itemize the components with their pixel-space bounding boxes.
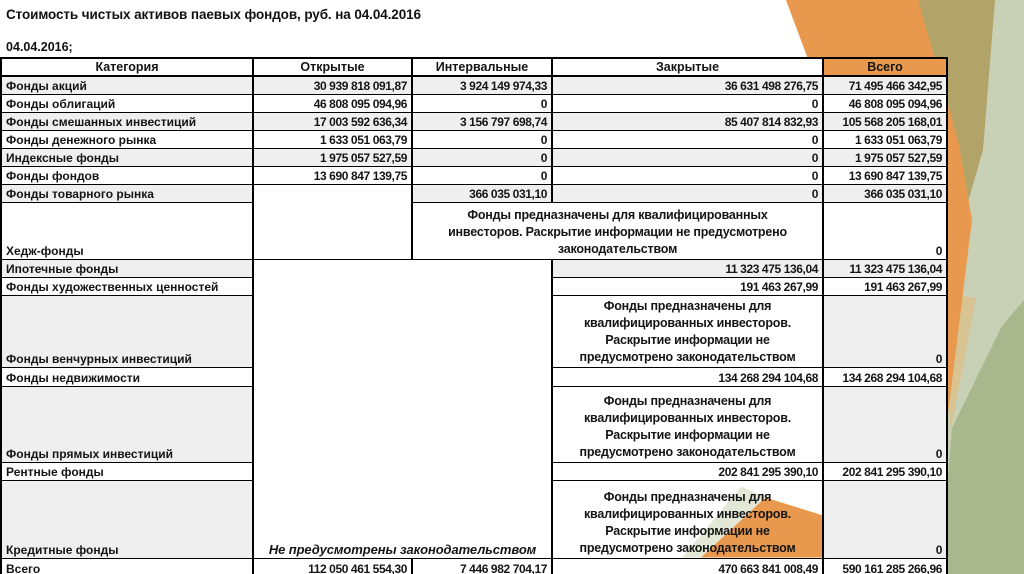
cell: 11 323 475 136,04: [823, 259, 947, 277]
note-line: Раскрытие информации не: [605, 427, 770, 442]
cell: 134 268 294 104,68: [823, 367, 947, 386]
cell: 191 463 267,99: [552, 277, 823, 295]
cell: 0: [823, 295, 947, 367]
row-label: Фонды недвижимости: [1, 367, 253, 386]
row-label: Фонды денежного рынка: [1, 130, 253, 148]
note-line: Раскрытие информации не: [605, 523, 770, 538]
row-label: Кредитные фонды: [1, 480, 253, 558]
cell: 112 050 461 554,30: [253, 558, 412, 574]
cell: 30 939 818 091,87: [253, 76, 412, 94]
cell: 11 323 475 136,04: [552, 259, 823, 277]
cell: 0: [412, 148, 552, 166]
empty-merged-cell: [253, 184, 412, 259]
cell: 36 631 498 276,75: [552, 76, 823, 94]
header-interval: Интервальные: [412, 58, 552, 76]
cell: 191 463 267,99: [823, 277, 947, 295]
table-row: [1, 166, 947, 184]
table-row: [1, 112, 947, 130]
header-category: Категория: [1, 58, 253, 76]
cell: 1 633 051 063,79: [823, 130, 947, 148]
table-row: [1, 76, 947, 94]
table-total-row: [1, 558, 947, 574]
cell: 0: [552, 184, 823, 202]
row-label: Фонды венчурных инвестиций: [1, 295, 253, 367]
note-line: квалифицированных инвесторов.: [584, 410, 791, 425]
cell: 7 446 982 704,17: [412, 558, 552, 574]
row-label: Фонды прямых инвестиций: [1, 386, 253, 462]
cell: 0: [823, 386, 947, 462]
table-row: [1, 94, 947, 112]
cell: 0: [552, 130, 823, 148]
row-label: Фонды художественных ценностей: [1, 277, 253, 295]
header-total: Всего: [823, 58, 947, 76]
cell: 470 663 841 008,49: [552, 558, 823, 574]
qualified-investors-note: [552, 386, 823, 462]
note-line: квалифицированных инвесторов.: [584, 315, 791, 330]
cell: 0: [412, 94, 552, 112]
row-label: Фонды облигаций: [1, 94, 253, 112]
note-line: Фонды предназначены для: [603, 489, 772, 504]
cell: 590 161 285 266,96: [823, 558, 947, 574]
qualified-investors-note: [552, 295, 823, 367]
table-row: [1, 148, 947, 166]
header-closed: Закрытые: [552, 58, 823, 76]
row-label: Фонды товарного рынка: [1, 184, 253, 202]
note-line: предусмотрено законодательством: [579, 540, 796, 555]
row-label: Фонды фондов: [1, 166, 253, 184]
note-line: предусмотрено законодательством: [579, 349, 796, 364]
table-row: [1, 259, 947, 277]
cell: 1 975 057 527,59: [253, 148, 412, 166]
slide-date-line: 04.04.2016;: [6, 40, 73, 54]
cell: 46 808 095 094,96: [823, 94, 947, 112]
row-label: Фонды смешанных инвестиций: [1, 112, 253, 130]
cell: 366 035 031,10: [823, 184, 947, 202]
cell: 366 035 031,10: [412, 184, 552, 202]
cell: 202 841 295 390,10: [552, 462, 823, 480]
note-line: предусмотрено законодательством: [579, 444, 796, 459]
row-label: Индексные фонды: [1, 148, 253, 166]
row-label: Фонды акций: [1, 76, 253, 94]
cell: 3 924 149 974,33: [412, 76, 552, 94]
qualified-investors-note: [412, 202, 823, 259]
table-row: [1, 202, 947, 259]
row-label: Хедж-фонды: [1, 202, 253, 259]
cell: 0: [552, 166, 823, 184]
note-line: Фонды предназначены для: [603, 393, 772, 408]
cell: 1 633 051 063,79: [253, 130, 412, 148]
cell: 13 690 847 139,75: [823, 166, 947, 184]
cell: 0: [552, 148, 823, 166]
cell: 3 156 797 698,74: [412, 112, 552, 130]
row-label: Рентные фонды: [1, 462, 253, 480]
row-label: Всего: [1, 558, 253, 574]
note-line: Фонды предназначены для: [603, 298, 772, 313]
qualified-investors-note: [552, 480, 823, 558]
slide-title: Стоимость чистых активов паевых фондов, руб. на 04.04.2016: [6, 7, 421, 22]
table-row: [1, 130, 947, 148]
cell: 134 268 294 104,68: [552, 367, 823, 386]
table-row: [1, 184, 947, 202]
cell: 202 841 295 390,10: [823, 462, 947, 480]
funds-nav-table: [0, 57, 948, 574]
cell: 0: [412, 166, 552, 184]
cell: 46 808 095 094,96: [253, 94, 412, 112]
cell: 71 495 466 342,95: [823, 76, 947, 94]
cell: 13 690 847 139,75: [253, 166, 412, 184]
note-line: законодательством: [557, 241, 678, 256]
cell: 85 407 814 832,93: [552, 112, 823, 130]
cell: 1 975 057 527,59: [823, 148, 947, 166]
cell: 17 003 592 636,34: [253, 112, 412, 130]
header-open: Открытые: [253, 58, 412, 76]
table-header-row: [1, 58, 947, 76]
note-line: квалифицированных инвесторов.: [584, 506, 791, 521]
not-provided-note: Не предусмотрены законодательством: [253, 259, 552, 558]
cell: 0: [552, 94, 823, 112]
note-line: Раскрытие информации не: [605, 332, 770, 347]
cell: 0: [412, 130, 552, 148]
cell: 0: [823, 202, 947, 259]
cell: 0: [823, 480, 947, 558]
row-label: Ипотечные фонды: [1, 259, 253, 277]
note-line: Фонды предназначены для квалифицированных: [467, 207, 768, 222]
note-line: инвесторов. Раскрытие информации не предусмотрено: [448, 224, 787, 239]
cell: 105 568 205 168,01: [823, 112, 947, 130]
